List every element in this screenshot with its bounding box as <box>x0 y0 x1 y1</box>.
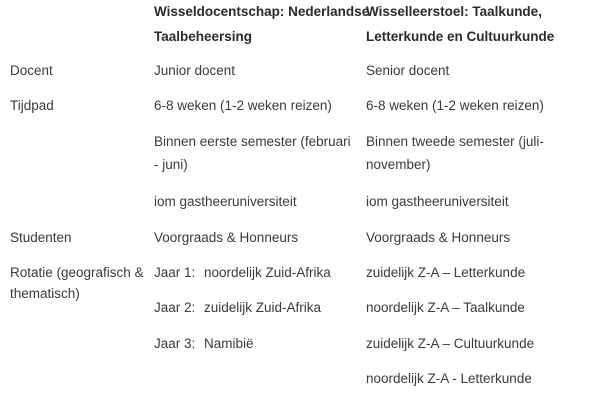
semester-col3-line1: Binnen tweede semester (juli- <box>366 134 544 149</box>
tijdpad-duration-col3: 6-8 weken (1-2 weken reizen) <box>366 98 544 113</box>
semester-col2-line1: Binnen eerste semester (februari <box>154 134 351 149</box>
jaar-place: zuidelijk Zuid-Afrika <box>204 300 322 315</box>
docent-col2: Junior docent <box>154 63 236 78</box>
rotatie-year-1-col3: zuidelijk Z-A – Letterkunde <box>366 265 526 280</box>
rotatie-year-2-col3: noordelijk Z-A – Taalkunde <box>366 300 525 315</box>
jaar-label: Jaar 3: <box>154 336 196 351</box>
header-col3-line2: Letterkunde en Cultuurkunde <box>366 29 555 44</box>
jaar-label: Jaar 1: <box>154 265 196 280</box>
tijdpad-iom-col3: iom gastheeruniversiteit <box>366 194 509 209</box>
rotatie-year-1 <box>154 262 364 283</box>
header-col2-line2: Taalbeheersing <box>154 29 253 44</box>
rotatie-label-line1: Rotatie (geografisch & <box>10 265 144 280</box>
rotatie-label-line2: thematisch) <box>10 286 80 301</box>
tijdpad-iom-col2: iom gastheeruniversiteit <box>154 194 297 209</box>
docent-col3: Senior docent <box>366 63 450 78</box>
rotatie-year-3-col3: zuidelijk Z-A – Cultuurkunde <box>366 336 535 351</box>
semester-col3-line2: november) <box>366 157 431 172</box>
rotatie-year-2 <box>154 297 364 318</box>
tijdpad-semester-col3 <box>366 131 598 175</box>
jaar-place: Namibië <box>204 336 254 351</box>
jaar-label: Jaar 2: <box>154 300 196 315</box>
rotatie-year-3 <box>154 333 364 354</box>
row-label-studenten: Studenten <box>10 230 72 245</box>
header-col2-line1: Wisseldocentschap: Nederlandse <box>154 4 370 19</box>
row-label-docent: Docent <box>10 63 53 78</box>
rotatie-extra-col3: noordelijk Z-A - Letterkunde <box>366 371 532 386</box>
header-col2 <box>154 1 370 47</box>
studenten-col3: Voorgraads & Honneurs <box>366 230 511 245</box>
row-label-rotatie <box>10 262 152 304</box>
header-col3 <box>366 1 598 47</box>
studenten-col2: Voorgraads & Honneurs <box>154 230 299 245</box>
tijdpad-semester-col2 <box>154 131 364 175</box>
jaar-place: noordelijk Zuid-Afrika <box>204 265 331 280</box>
tijdpad-duration-col2: 6-8 weken (1-2 weken reizen) <box>154 98 332 113</box>
semester-col2-line2: - juni) <box>154 157 188 172</box>
header-col3-line1: Wisselleerstoel: Taalkunde, <box>366 4 542 19</box>
row-label-tijdpad: Tijdpad <box>10 98 54 113</box>
